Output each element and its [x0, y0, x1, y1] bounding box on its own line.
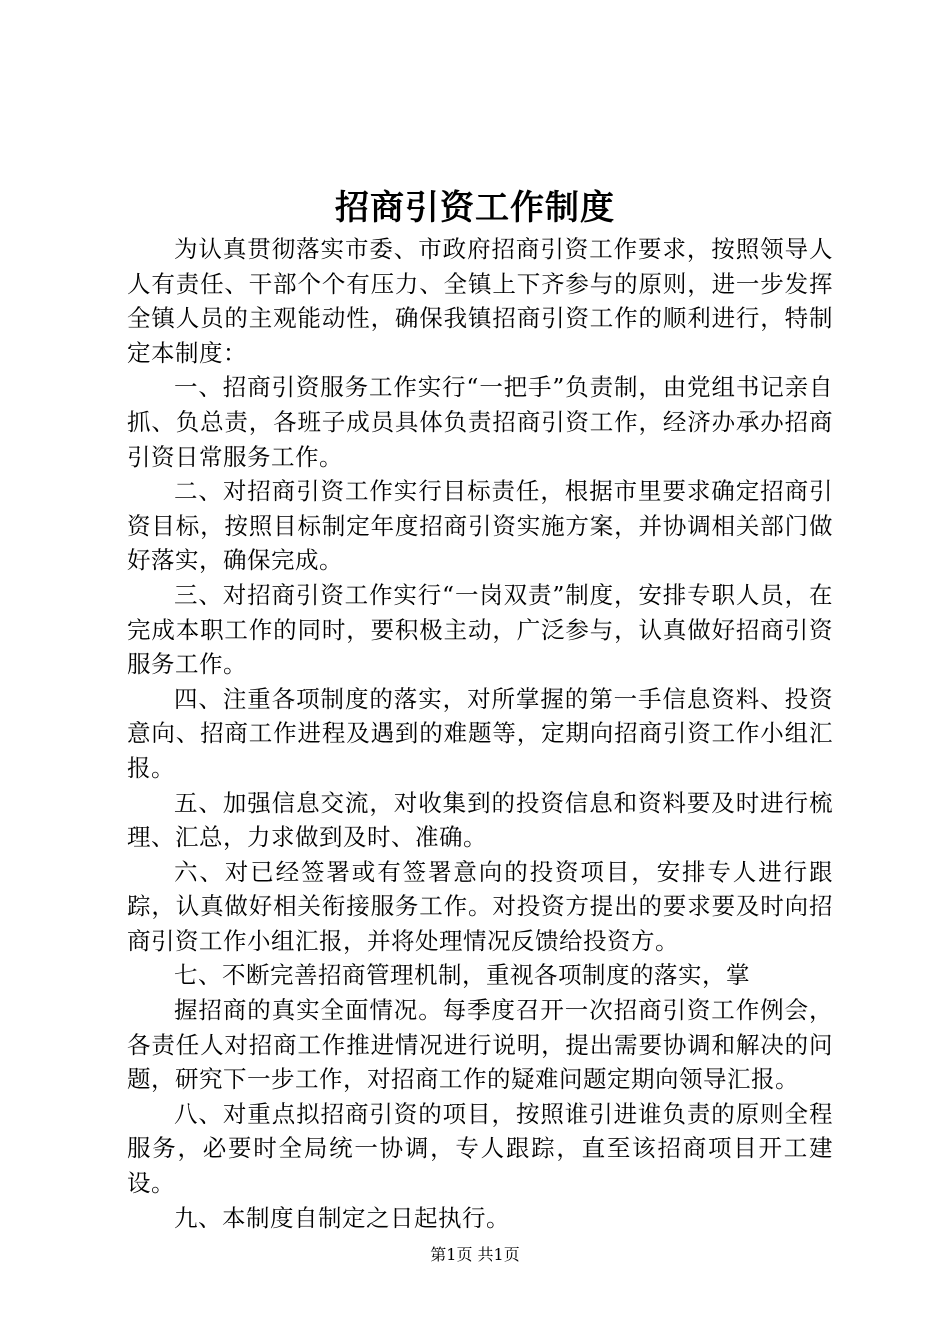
paragraph-item-8: 八、对重点拟招商引资的项目，按照谁引进谁负责的原则全程服务，必要时全局统一协调，专人跟踪，直至该招商项目开工建设。 [127, 1099, 833, 1198]
paragraph-item-7-continued: 握招商的真实全面情况。每季度召开一次招商引资工作例会，各责任人对招商工作推进情况进行说明，提出需要协调和解决的问题，研究下一步工作，对招商工作的疑难问题定期向领导汇报。 [127, 996, 833, 1094]
paragraph-item-5: 五、加强信息交流，对收集到的投资信息和资料要及时进行梳理、汇总，力求做到及时、准确。 [127, 788, 833, 852]
paragraph-item-7: 七、不断完善招商管理机制，重视各项制度的落实，掌 [174, 961, 750, 990]
paragraph-item-1: 一、招商引资服务工作实行“一把手”负责制，由党组书记亲自抓、负总责，各班子成员具体负责招商引资工作，经济办承办招商引资日常服务工作。 [127, 373, 833, 471]
paragraph-item-9: 九、本制度自制定之日起执行。 [174, 1203, 510, 1232]
paragraph-item-4: 四、注重各项制度的落实，对所掌握的第一手信息资料、投资意向、招商工作进程及遇到的难题等，定期向招商引资工作小组汇报。 [127, 684, 833, 782]
page-footer: 第1页 共1页 [430, 1245, 520, 1264]
document-title: 招商引资工作制度 [335, 188, 615, 228]
paragraph-intro: 为认真贯彻落实市委、市政府招商引资工作要求，按照领导人人有责任、干部个个有压力、全镇上下齐参与的原则，进一步发挥全镇人员的主观能动性，确保我镇招商引资工作的顺利进行，特制定本制度： [127, 235, 833, 367]
paragraph-item-6: 六、对已经签署或有签署意向的投资项目，安排专人进行跟踪，认真做好相关衔接服务工作。对投资方提出的要求要及时向招商引资工作小组汇报，并将处理情况反馈给投资方。 [127, 857, 833, 955]
paragraph-item-2: 二、对招商引资工作实行目标责任，根据市里要求确定招商引资目标，按照目标制定年度招商引资实施方案，并协调相关部门做好落实，确保完成。 [127, 477, 833, 575]
document-body [127, 232, 833, 1235]
paragraph-item-3: 三、对招商引资工作实行“一岗双责”制度，安排专职人员，在完成本职工作的同时，要积极主动，广泛参与，认真做好招商引资服务工作。 [127, 580, 833, 679]
